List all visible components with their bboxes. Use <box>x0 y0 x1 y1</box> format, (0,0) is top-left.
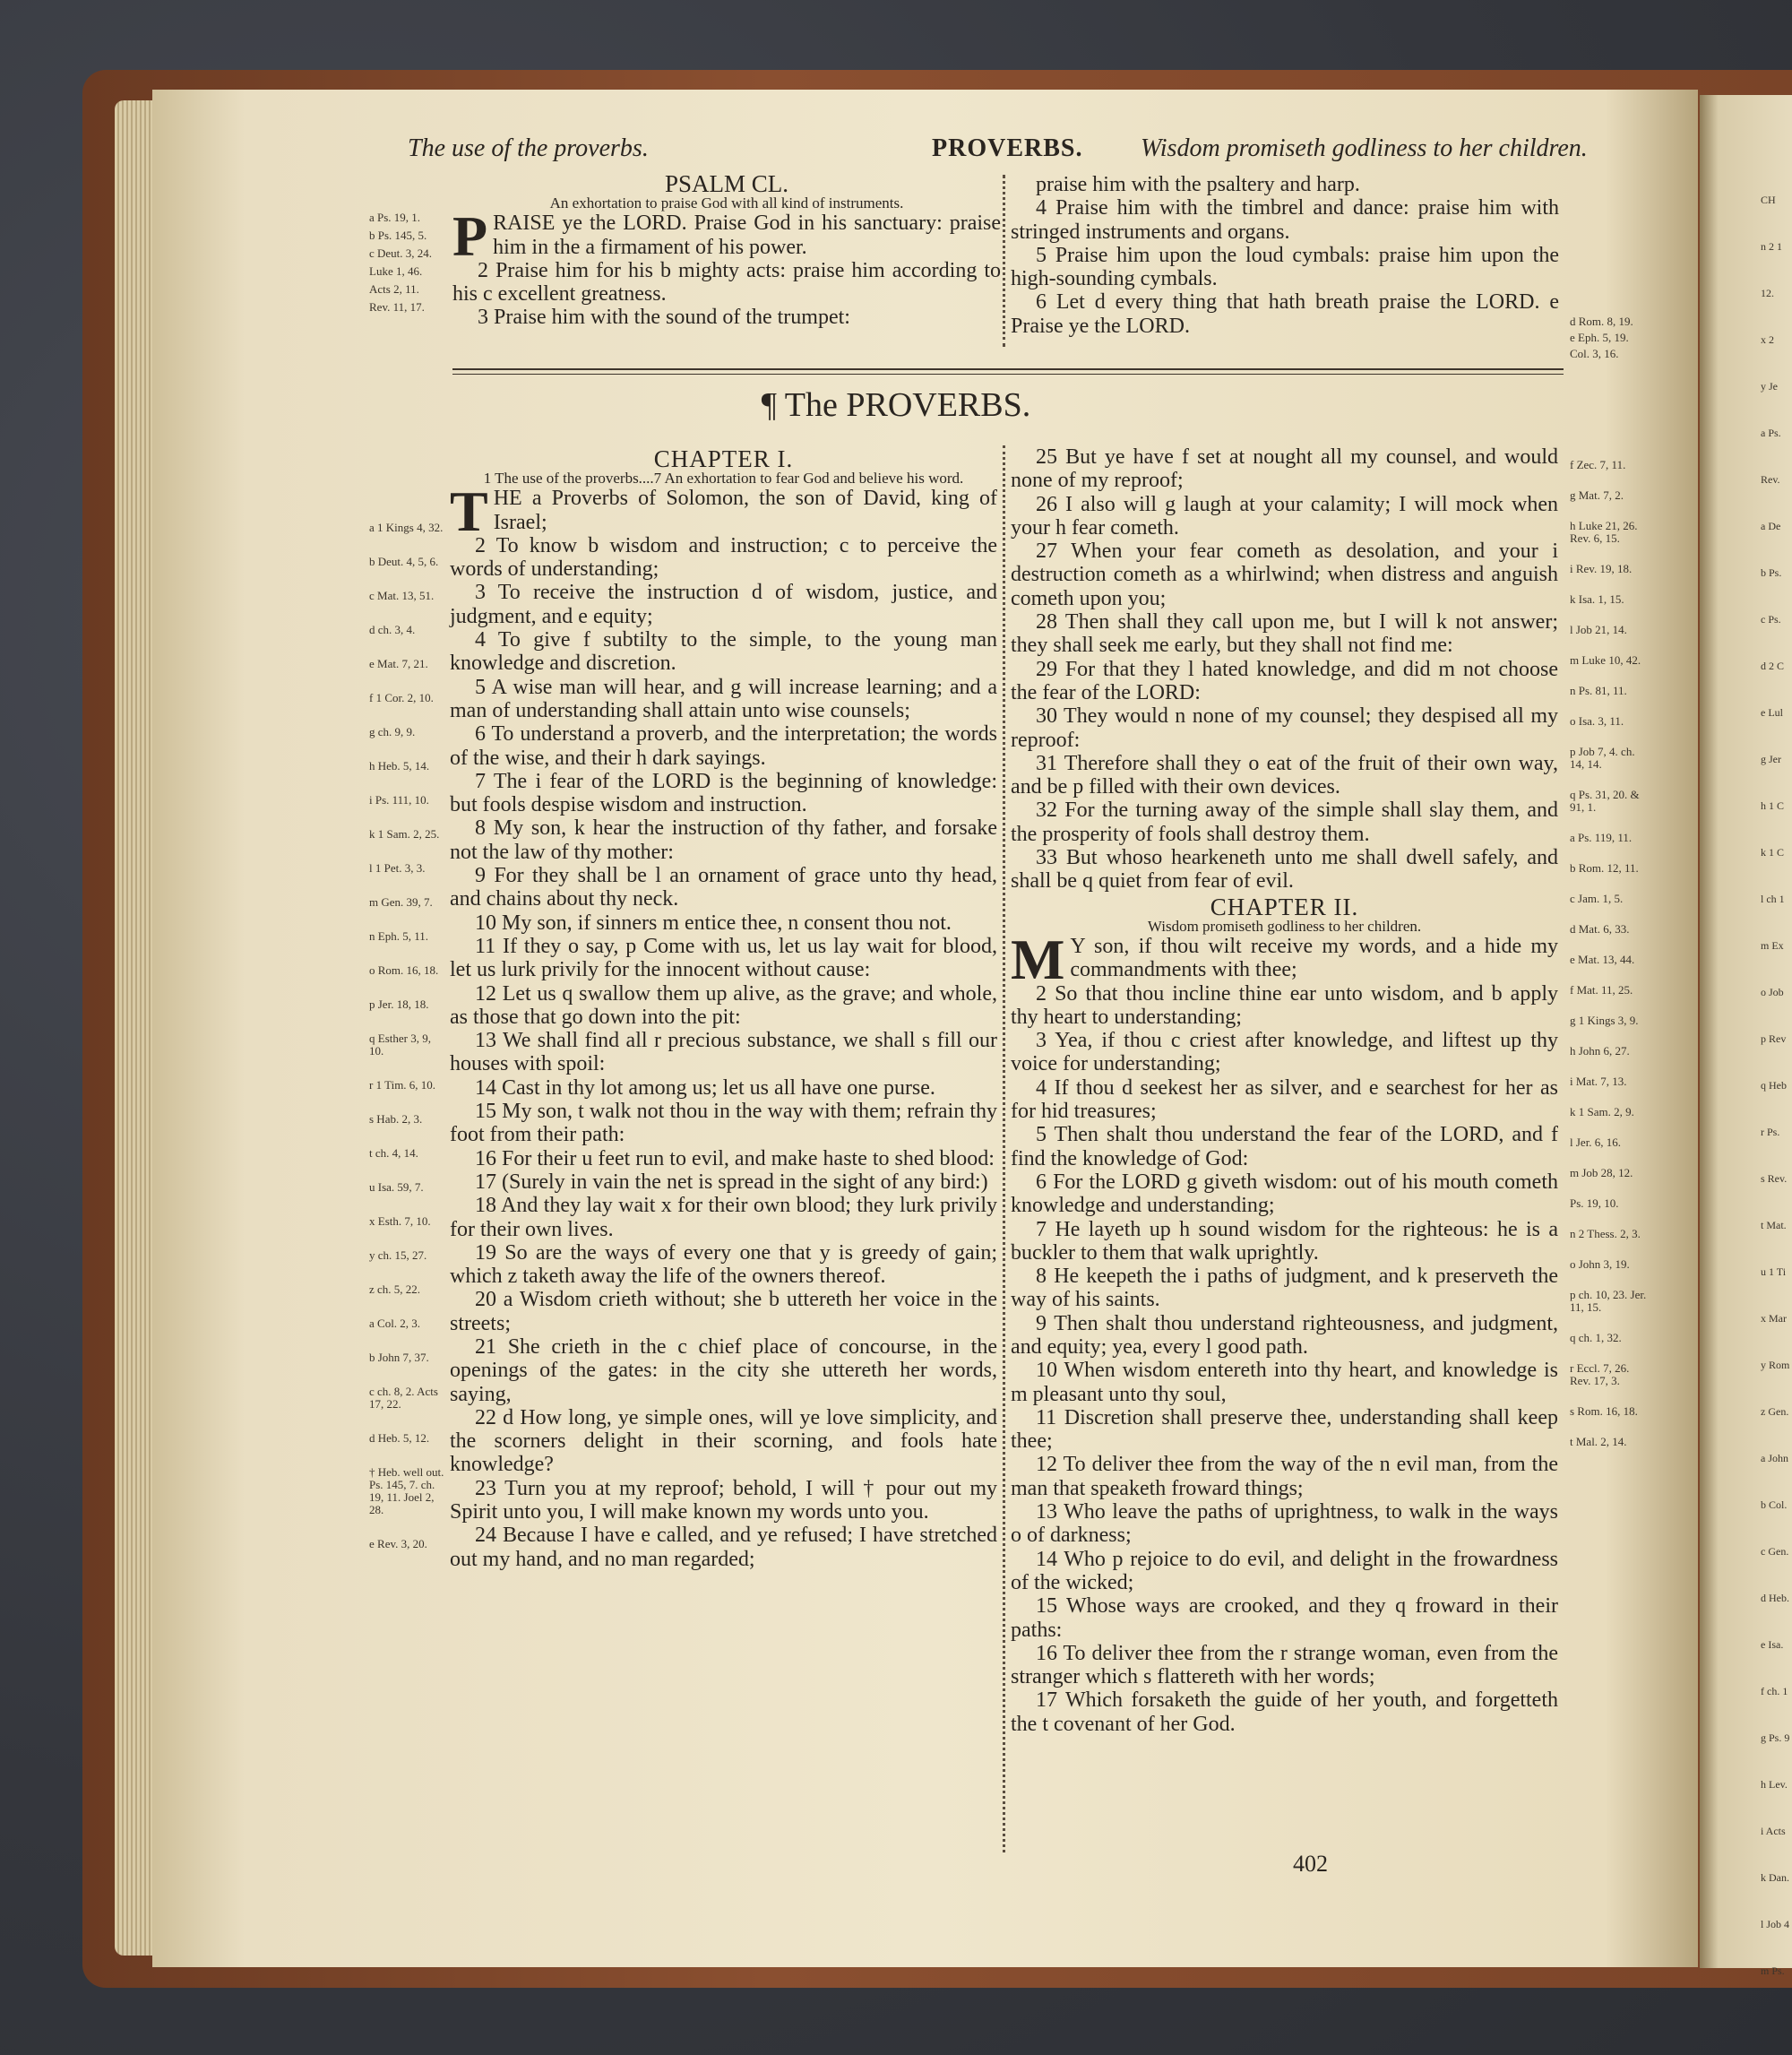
facing-page-fragment: q Heb <box>1761 1079 1787 1092</box>
margin-reference: p Jer. 18, 18. <box>369 997 429 1011</box>
verse: praise him with the psaltery and harp. <box>1036 173 1360 196</box>
column-divider-main <box>1003 445 1005 1852</box>
psalm-margin-notes-right <box>1570 315 1650 364</box>
verse: 26 I also will g laugh at your calamity; I will mock when your h fear cometh. <box>1011 492 1558 540</box>
facing-page-fragment: e Lul <box>1761 706 1783 719</box>
verse: 4 Praise him with the timbrel and dance: praise him with stringed instruments and organs. <box>1011 196 1559 244</box>
margin-reference: l Jer. 6, 16. <box>1570 1135 1622 1149</box>
margin-reference: s Rom. 16, 18. <box>1570 1404 1638 1418</box>
margin-reference: c Jam. 1, 5. <box>1570 892 1624 905</box>
verse: 4 To give f subtilty to the simple, to the young man knowledge and discretion. <box>450 628 997 676</box>
facing-page-fragment: u 1 Ti <box>1761 1265 1787 1278</box>
margin-reference: l 1 Pet. 3, 3. <box>369 861 426 875</box>
facing-page-fragment: b Col. <box>1761 1498 1788 1511</box>
chapter-2-title: CHAPTER II. <box>1210 893 1359 920</box>
margin-reference: e Rev. 3, 20. <box>369 1537 427 1550</box>
margin-reference: b Rom. 12, 11. <box>1570 861 1639 875</box>
facing-page-fragment: l Job 4 <box>1761 1918 1790 1930</box>
psalm-summary: An exhortation to praise God with all kind of instruments. <box>549 194 904 212</box>
facing-page-fragment: h 1 C <box>1761 799 1785 812</box>
margin-reference: f 1 Cor. 2, 10. <box>369 691 434 704</box>
margin-reference: Rev. 11, 17. <box>369 300 425 314</box>
facing-page-fragment: r Ps. <box>1761 1126 1780 1138</box>
margin-reference: a Ps. 19, 1. <box>369 211 421 224</box>
facing-page-fragment: o Job <box>1761 986 1784 998</box>
margin-reference: q ch. 1, 32. <box>1570 1331 1622 1344</box>
margin-reference: a Col. 2, 3. <box>369 1317 421 1330</box>
verse: 11 If they o say, p Come with us, let us lay wait for blood, let us lurk privily for the innocent without cause: <box>450 934 997 982</box>
verse: 3 Yea, if thou c criest after knowledge, and liftest up thy voice for understanding; <box>1011 1029 1558 1076</box>
page-number: 402 <box>1293 1851 1328 1877</box>
facing-page-fragment: f ch. 1 <box>1761 1685 1788 1697</box>
verse: 20 a Wisdom crieth without; she b uttereth her voice in the streets; <box>450 1288 997 1335</box>
facing-page-fragment: k Dan. <box>1761 1871 1789 1884</box>
verse: 6 For the LORD g giveth wisdom: out of his mouth cometh knowledge and understanding; <box>1011 1170 1558 1218</box>
facing-page-fragment: s Rev. <box>1761 1172 1788 1185</box>
margin-references-left <box>369 522 444 1572</box>
facing-page-fragment: l ch 1 <box>1761 893 1785 905</box>
chapter-1-2-column-right <box>1011 445 1558 1736</box>
verse: 30 They would n none of my counsel; they despised all my reproof: <box>1011 704 1558 752</box>
facing-page-fragment: c Gen. <box>1761 1545 1789 1558</box>
margin-reference: q Esther 3, 9, 10. <box>369 1032 431 1058</box>
margin-reference: b Deut. 4, 5, 6. <box>369 555 439 568</box>
margin-reference: f Zec. 7, 11. <box>1570 458 1626 471</box>
margin-reference: d ch. 3, 4. <box>369 623 416 636</box>
facing-page-fragment: n 2 1 <box>1761 240 1782 253</box>
drop-cap: P <box>452 204 488 269</box>
margin-reference: f Mat. 11, 25. <box>1570 983 1633 997</box>
running-head-right: Wisdom promiseth godliness to her children. <box>1141 134 1588 162</box>
psalm-margin-notes-left <box>369 212 444 319</box>
margin-reference: u Isa. 59, 7. <box>369 1180 424 1194</box>
facing-page-fragment: t Mat. <box>1761 1219 1787 1231</box>
margin-reference: n Eph. 5, 11. <box>369 929 428 943</box>
margin-reference: t Mal. 2, 14. <box>1570 1435 1627 1448</box>
margin-reference: y ch. 15, 27. <box>369 1248 427 1262</box>
facing-page-fragment: x 2 <box>1761 333 1774 346</box>
verse: THE a Proverbs of Solomon, the son of David, king of Israel; <box>450 479 997 544</box>
margin-reference: g ch. 9, 9. <box>369 725 416 738</box>
verse: 22 d How long, ye simple ones, will ye love simplicity, and the scorners delight in their scorning, and fools hate knowledge? <box>450 1405 997 1477</box>
margin-reference: k 1 Sam. 2, 9. <box>1570 1105 1634 1118</box>
margin-reference: d Heb. 5, 12. <box>369 1431 430 1445</box>
verse: 9 Then shalt thou understand righteousness, and judgment, and equity; yea, every l good path. <box>1011 1311 1558 1359</box>
psalm-verses-left <box>452 204 1001 330</box>
verse: 2 So that thou incline thine ear unto wisdom, and b apply thy heart to understanding; <box>1011 981 1558 1029</box>
margin-references-right <box>1570 459 1650 1466</box>
verse: 32 For the turning away of the simple shall slay them, and the prosperity of fools shall destroy them. <box>1011 799 1558 846</box>
verse: 13 Who leave the paths of uprightness, to walk in the ways o of darkness; <box>1011 1500 1558 1548</box>
margin-reference: p ch. 10, 23. Jer. 11, 15. <box>1570 1288 1647 1314</box>
verse: 15 Whose ways are crooked, and they q froward in their paths: <box>1011 1594 1558 1642</box>
facing-page-edge <box>1700 95 1792 1977</box>
verse: 29 For that they l hated knowledge, and did m not choose the fear of the LORD: <box>1011 657 1558 704</box>
verse: 5 A wise man will hear, and g will increase learning; and a man of understanding shall attain unto wise counsels; <box>450 675 997 722</box>
psalm-column-right <box>1011 173 1559 338</box>
drop-cap: T <box>450 479 488 544</box>
verse: 14 Who p rejoice to do evil, and delight in the frowardness of the wicked; <box>1011 1547 1558 1594</box>
facing-page-fragment: g Jer <box>1761 753 1781 765</box>
margin-reference: k Isa. 1, 15. <box>1570 592 1624 606</box>
facing-page-fragment: c Ps. <box>1761 613 1781 626</box>
verse: 5 Then shalt thou understand the fear of the LORD, and f find the knowledge of God: <box>1011 1123 1558 1170</box>
verse: 2 Praise him for his b mighty acts: praise him according to his c excellent greatness. <box>452 258 1001 307</box>
verse: 25 But ye have f set at nought all my counsel, and would none of my reproof; <box>1011 445 1558 493</box>
verse: 8 He keepeth the i paths of judgment, and k preserveth the way of his saints. <box>1011 1265 1558 1312</box>
margin-reference: x Esth. 7, 10. <box>369 1214 431 1228</box>
margin-reference: o Rom. 16, 18. <box>369 963 439 977</box>
chapter-1-title: CHAPTER I. <box>653 445 794 472</box>
facing-page-fragment: x Mar <box>1761 1312 1787 1325</box>
margin-reference: m Luke 10, 42. <box>1570 653 1641 667</box>
margin-reference: c Mat. 13, 51. <box>369 589 435 602</box>
verse: 17 Which forsaketh the guide of her youth, and forgetteth the t covenant of her God. <box>1011 1688 1558 1736</box>
verse: 14 Cast in thy lot among us; let us all have one purse. <box>475 1075 935 1100</box>
margin-reference: e Mat. 7, 21. <box>369 657 428 670</box>
margin-reference: s Hab. 2, 3. <box>369 1112 423 1126</box>
verse: 6 To understand a proverb, and the interpretation; the words of the wise, and their h dark sayings. <box>450 722 997 770</box>
section-rule-thin <box>452 374 1564 375</box>
drop-cap: M <box>1011 927 1065 991</box>
facing-page-fragment: g Ps. 9 <box>1761 1731 1790 1744</box>
verse: 3 To receive the instruction d of wisdom, justice, and judgment, and e equity; <box>450 581 997 628</box>
verse: 15 My son, t walk not thou in the way with them; refrain thy foot from their path: <box>450 1100 997 1147</box>
margin-reference: r 1 Tim. 6, 10. <box>369 1078 436 1092</box>
margin-reference: t ch. 4, 14. <box>369 1146 418 1160</box>
margin-reference: r Eccl. 7, 26. Rev. 17, 3. <box>1570 1361 1630 1387</box>
margin-reference: e Eph. 5, 19. <box>1570 331 1629 344</box>
margin-reference: o Isa. 3, 11. <box>1570 714 1624 728</box>
margin-reference: q Ps. 31, 20. & 91, 1. <box>1570 788 1640 814</box>
verse: 31 Therefore shall they o eat of the fruit of their own way, and be p filled with their own devices. <box>1011 751 1558 799</box>
verse: 4 If thou d seekest her as silver, and e searchest for her as for hid treasures; <box>1011 1075 1558 1124</box>
verse: PRAISE ye the LORD. Praise God in his sanctuary: praise him in the a firmament of his power. <box>452 204 1001 269</box>
section-rule <box>452 368 1564 370</box>
psalm-title: PSALM CL. <box>664 170 789 197</box>
verse: 19 So are the ways of every one that y is greedy of gain; which z taketh away the life of the owners thereof. <box>450 1240 997 1289</box>
margin-reference: h Luke 21, 26. Rev. 6, 15. <box>1570 519 1638 545</box>
margin-reference: g Mat. 7, 2. <box>1570 488 1624 502</box>
margin-reference: i Mat. 7, 13. <box>1570 1075 1627 1088</box>
chapter-1-summary: 1 The use of the proverbs....7 An exhortation to fear God and believe his word. <box>483 470 964 488</box>
verse: 7 He layeth up h sound wisdom for the righteous: he is a buckler to them that walk uprightly. <box>1011 1217 1558 1265</box>
facing-page-fragment: e Isa. <box>1761 1638 1784 1651</box>
margin-reference: c ch. 8, 2. Acts 17, 22. <box>369 1385 438 1411</box>
facing-page-fragment: a John <box>1761 1452 1788 1464</box>
margin-reference: Ps. 19, 10. <box>1570 1196 1619 1210</box>
margin-reference: Luke 1, 46. <box>369 264 423 278</box>
facing-page-fragment: b Ps. <box>1761 566 1782 579</box>
facing-page-fragment: CH <box>1761 194 1776 206</box>
verse: 21 She crieth in the c chief place of concourse, in the openings of the gates: in the city she uttereth her words, saying, <box>450 1334 997 1406</box>
verse: 6 Let d every thing that hath breath praise the LORD. e Praise ye the LORD. <box>1011 290 1559 338</box>
verse: 16 For their u feet run to evil, and make haste to shed blood: <box>475 1146 995 1170</box>
verse: 17 (Surely in vain the net is spread in the sight of any bird:) <box>475 1170 988 1194</box>
verse: 12 To deliver thee from the way of the n evil man, from the man that speaketh froward things; <box>1011 1453 1558 1500</box>
book-title <box>0 385 1792 425</box>
verse: 13 We shall find all r precious substance, we shall s fill our houses with spoil: <box>450 1029 997 1076</box>
margin-reference: d Rom. 8, 19. <box>1570 315 1633 328</box>
book-title-text: ¶ The PROVERBS. <box>761 386 1031 424</box>
verse: 11 Discretion shall preserve thee, understanding shall keep thee; <box>1011 1405 1558 1454</box>
verse: 8 My son, k hear the instruction of thy father, and forsake not the law of thy mother: <box>450 816 997 864</box>
margin-reference: l Job 21, 14. <box>1570 623 1627 636</box>
margin-reference: n 2 Thess. 2, 3. <box>1570 1227 1641 1240</box>
verse: M Y son, if thou wilt receive my words, and a hide my commandments with thee; <box>1011 927 1558 991</box>
verse: 12 Let us q swallow them up alive, as the grave; and whole, as those that go down into the pit: <box>450 981 997 1029</box>
facing-page-fragment: a De <box>1761 520 1781 532</box>
verse: 5 Praise him upon the loud cymbals: praise him upon the high-sounding cymbals. <box>1011 243 1559 291</box>
facing-page-fragment: y Rom <box>1761 1359 1790 1371</box>
margin-reference: i Rev. 19, 18. <box>1570 562 1633 575</box>
margin-reference: b John 7, 37. <box>369 1351 429 1364</box>
margin-reference: n Ps. 81, 11. <box>1570 684 1627 697</box>
margin-reference: o John 3, 19. <box>1570 1257 1630 1271</box>
margin-reference: e Mat. 13, 44. <box>1570 953 1635 966</box>
verse: 23 Turn you at my reproof; behold, I will † pour out my Spirit unto you, I will make known my words unto you. <box>450 1476 997 1524</box>
margin-reference: a 1 Kings 4, 32. <box>369 521 444 534</box>
facing-page-fragment: z Gen. <box>1761 1405 1789 1418</box>
chapter-1-column-left <box>450 445 997 1571</box>
psalm-column-left <box>452 172 1001 330</box>
margin-reference: h John 6, 27. <box>1570 1044 1630 1058</box>
margin-reference: c Deut. 3, 24. <box>369 246 433 260</box>
margin-reference: Acts 2, 11. <box>369 282 419 296</box>
margin-reference: Col. 3, 16. <box>1570 347 1619 360</box>
verse: 16 To deliver thee from the r strange woman, even from the stranger which s flattereth with her words; <box>1011 1641 1558 1689</box>
margin-reference: m Job 28, 12. <box>1570 1166 1633 1179</box>
margin-reference: g 1 Kings 3, 9. <box>1570 1014 1639 1027</box>
margin-reference: † Heb. well out. Ps. 145, 7. ch. 19, 11. Joel 2, 28. <box>369 1465 444 1516</box>
verse: 24 Because I have e called, and ye refused; I have stretched out my hand, and no man regarded; <box>450 1524 997 1571</box>
facing-page-fragment: i Acts <box>1761 1825 1786 1837</box>
verse: 28 Then shall they call upon me, but I will k not answer; they shall seek me early, but they shall not find me: <box>1011 610 1558 658</box>
chapter-2-summary: Wisdom promiseth godliness to her children. <box>1147 917 1422 935</box>
verse: 10 My son, if sinners m entice thee, n consent thou not. <box>475 911 952 935</box>
margin-reference: h Heb. 5, 14. <box>369 759 430 773</box>
facing-page-fragment: k 1 C <box>1761 846 1785 859</box>
verse: 27 When your fear cometh as desolation, and your i destruction cometh as a whirlwind; when distress and anguish cometh upon you; <box>1011 540 1558 610</box>
verse: 18 And they lay wait x for their own blood; they lurk privily for their own lives. <box>450 1194 997 1241</box>
psalm-verses-right <box>1011 173 1559 338</box>
facing-page-fragment: p Rev <box>1761 1032 1787 1045</box>
margin-reference: m Gen. 39, 7. <box>369 895 433 909</box>
facing-page-fragment: d Heb. <box>1761 1592 1789 1604</box>
margin-reference: z ch. 5, 22. <box>369 1282 421 1296</box>
facing-page-fragment: h Lev. <box>1761 1778 1788 1791</box>
facing-page-fragment: d 2 C <box>1761 660 1785 672</box>
verse: 2 To know b wisdom and instruction; c to perceive the words of understanding; <box>450 533 997 582</box>
verse: 3 Praise him with the sound of the trumpet: <box>478 306 850 330</box>
facing-page-fragment: a Ps. <box>1761 427 1781 439</box>
margin-reference: i Ps. 111, 10. <box>369 793 429 807</box>
margin-reference: a Ps. 119, 11. <box>1570 831 1633 844</box>
facing-page-fragment: y Je <box>1761 380 1778 393</box>
verse: 9 For they shall be l an ornament of grace unto thy head, and chains about thy neck. <box>450 864 997 911</box>
facing-page-fragment: Rev. <box>1761 473 1780 486</box>
facing-page-fragment: m Ex <box>1761 939 1784 952</box>
chapter-2-verses <box>1011 927 1558 1736</box>
verse: 33 But whoso hearkeneth unto me shall dwell safely, and shall be q quiet from fear of evil. <box>1011 846 1558 894</box>
facing-page-fragment: 12. <box>1761 287 1774 299</box>
verse: 10 When wisdom entereth into thy heart, and knowledge is m pleasant unto thy soul, <box>1011 1359 1558 1406</box>
margin-reference: k 1 Sam. 2, 25. <box>369 827 440 841</box>
running-head-left: The use of the proverbs. <box>408 134 649 162</box>
verse: 7 The i fear of the LORD is the beginning of knowledge: but fools despise wisdom and instruction. <box>450 769 997 817</box>
margin-reference: p Job 7, 4. ch. 14, 14. <box>1570 745 1635 771</box>
facing-page-fragment: m Ps. <box>1761 1964 1785 1977</box>
running-head-center: PROVERBS. <box>932 134 1083 162</box>
margin-reference: b Ps. 145, 5. <box>369 229 427 242</box>
column-divider <box>1003 175 1005 347</box>
margin-reference: d Mat. 6, 33. <box>1570 922 1630 936</box>
chapter-1-verses-right <box>1011 445 1558 894</box>
